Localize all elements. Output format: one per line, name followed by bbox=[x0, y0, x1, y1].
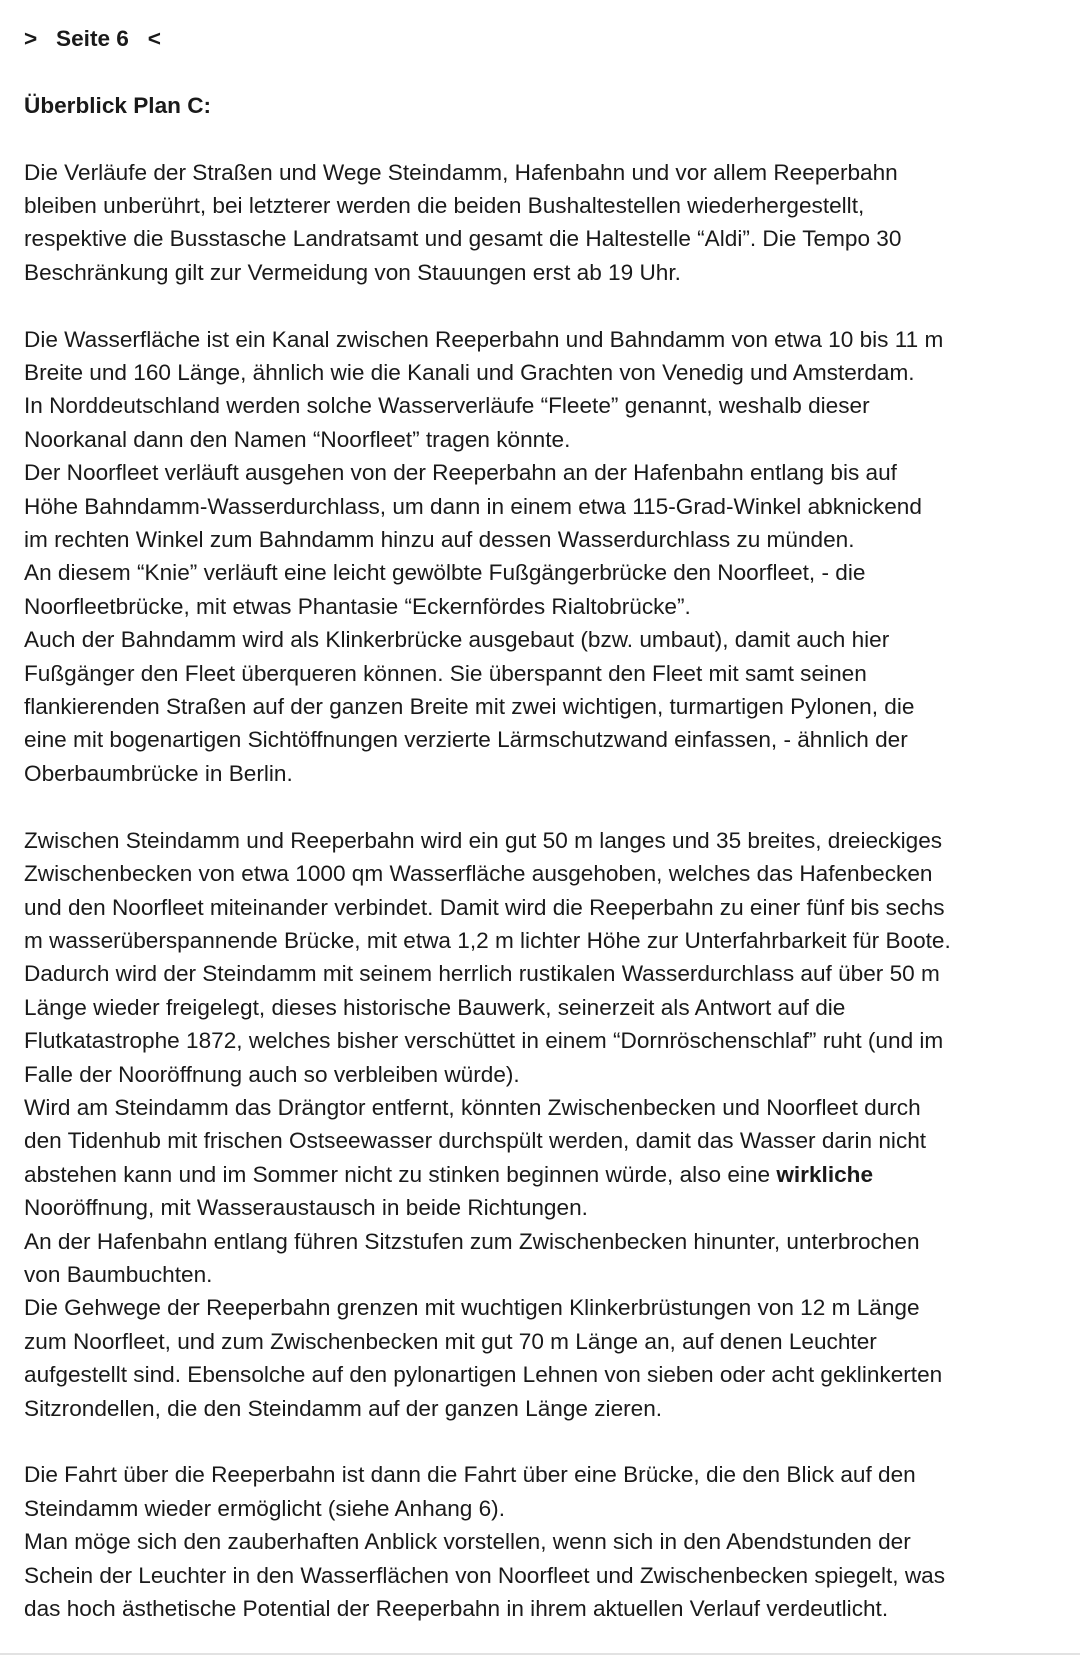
text-line: Der Noorfleet verläuft ausgehen von der Reeperbahn an der Hafenbahn entlang bis auf bbox=[24, 460, 897, 486]
text-line: Die Gehwege der Reeperbahn grenzen mit wuchtigen Klinkerbrüstungen von 12 m Länge bbox=[24, 1295, 920, 1321]
text-line: Die Wasserfläche ist ein Kanal zwischen Reeperbahn und Bahndamm von etwa 10 bis 11 m bbox=[24, 326, 944, 352]
spacer bbox=[24, 790, 1074, 823]
text-line: Noorkanal dann den Namen “Noorfleet” tragen könnte. bbox=[24, 426, 571, 452]
text-line: Länge wieder freigelegt, dieses historische Bauwerk, seinerzeit als Antwort auf die bbox=[24, 994, 846, 1020]
emphasis-text: wirkliche bbox=[776, 1161, 874, 1187]
text-line: m wasserüberspannende Brücke, mit etwa 1,2 m lichter Höhe zur Unterfahrbarkeit für Boote. bbox=[24, 927, 951, 953]
text-line: An diesem “Knie” verläuft eine leicht gewölbte Fußgängerbrücke den Noorfleet, - die bbox=[24, 560, 866, 586]
text-line: In Norddeutschland werden solche Wasserverläufe “Fleete” genannt, weshalb dieser bbox=[24, 393, 870, 419]
text-run: abstehen kann und im Sommer nicht zu stinken beginnen würde, also eine bbox=[24, 1161, 777, 1187]
text-line: von Baumbuchten. bbox=[24, 1261, 213, 1287]
text-line: eine mit bogenartigen Sichtöffnungen verzierte Lärmschutzwand einfassen, - ähnlich der bbox=[24, 727, 908, 753]
text-line: den Tidenhub mit frischen Ostseewasser durchspült werden, damit das Wasser darin nicht bbox=[24, 1128, 927, 1154]
section-heading: Überblick Plan C: bbox=[24, 92, 212, 118]
text-line: Zwischen Steindamm und Reeperbahn wird ein gut 50 m langes und 35 breites, dreieckiges bbox=[24, 827, 943, 853]
text-line: Breite und 160 Länge, ähnlich wie die Kanali und Grachten von Venedig und Amsterdam. bbox=[24, 360, 915, 386]
text-line: Auch der Bahndamm wird als Klinkerbrücke ausgebaut (bzw. umbaut), damit auch hier bbox=[24, 627, 890, 653]
text-line: Sitzrondellen, die den Steindamm auf der ganzen Länge zieren. bbox=[24, 1395, 663, 1421]
text-line: Dadurch wird der Steindamm mit seinem herrlich rustikalen Wasserdurchlass auf über 50 m bbox=[24, 961, 940, 987]
document-page bbox=[24, 22, 1074, 1625]
text-line: Schein der Leuchter in den Wasserflächen von Noorfleet und Zwischenbecken spiegelt, was bbox=[24, 1562, 946, 1588]
spacer bbox=[24, 55, 1074, 88]
body-text bbox=[24, 156, 1074, 1626]
text-line: Flutkatastrophe 1872, welches bisher verschüttet in einem “Dornröschenschlaf” ruht (und im bbox=[24, 1028, 944, 1054]
text-line: Noorfleetbrücke, mit etwas Phantasie “Eckernfördes Rialtobrücke”. bbox=[24, 593, 691, 619]
spacer bbox=[24, 1425, 1074, 1458]
text-line: Fußgänger den Fleet überqueren können. Sie überspannt den Fleet mit samt seinen bbox=[24, 660, 867, 686]
text-line: aufgestellt sind. Ebensolche auf den pylonartigen Lehnen von sieben oder acht geklinkerten bbox=[24, 1362, 943, 1388]
paragraph bbox=[24, 156, 1074, 290]
text-line: Höhe Bahndamm-Wasserdurchlass, um dann in einem etwa 115-Grad-Winkel abknickend bbox=[24, 493, 922, 519]
paragraph bbox=[24, 1458, 1074, 1625]
text-line: Oberbaumbrücke in Berlin. bbox=[24, 760, 293, 786]
text-line: Die Verläufe der Straßen und Wege Steindamm, Hafenbahn und vor allem Reeperbahn bbox=[24, 159, 898, 185]
text-line: Beschränkung gilt zur Vermeidung von Stauungen erst ab 19 Uhr. bbox=[24, 259, 681, 285]
text-line: Zwischenbecken von etwa 1000 qm Wasserfläche ausgehoben, welches das Hafenbecken bbox=[24, 861, 933, 887]
text-line: im rechten Winkel zum Bahndamm hinzu auf dessen Wasserdurchlass zu münden. bbox=[24, 527, 855, 553]
text-line: An der Hafenbahn entlang führen Sitzstufen zum Zwischenbecken hinunter, unterbrochen bbox=[24, 1228, 920, 1254]
text-line: respektive die Busstasche Landratsamt und gesamt die Haltestelle “Aldi”. Die Tempo 30 bbox=[24, 226, 902, 252]
spacer bbox=[24, 122, 1074, 155]
text-line: Nooröffnung, mit Wasseraustausch in beide Richtungen. bbox=[24, 1195, 588, 1221]
text-line: und den Noorfleet miteinander verbindet. Damit wird die Reeperbahn zu einer fünf bis sechs bbox=[24, 894, 945, 920]
text-line: zum Noorfleet, und zum Zwischenbecken mit gut 70 m Länge an, auf denen Leuchter bbox=[24, 1328, 877, 1354]
text-line: Falle der Nooröffnung auch so verbleiben würde). bbox=[24, 1061, 520, 1087]
paragraph bbox=[24, 323, 1074, 791]
text-line: Die Fahrt über die Reeperbahn ist dann die Fahrt über eine Brücke, die den Blick auf den bbox=[24, 1462, 916, 1488]
text-line: flankierenden Straßen auf der ganzen Breite mit zwei wichtigen, turmartigen Pylonen, die bbox=[24, 694, 915, 720]
text-line: das hoch ästhetische Potential der Reeperbahn in ihrem aktuellen Verlauf verdeutlicht. bbox=[24, 1596, 889, 1622]
text-line: bleiben unberührt, bei letzterer werden die beiden Bushaltestellen wiederhergestellt, bbox=[24, 193, 865, 218]
text-line: Steindamm wieder ermöglicht (siehe Anhang 6). bbox=[24, 1495, 505, 1521]
text-line: Man möge sich den zauberhaften Anblick vorstellen, wenn sich in den Abendstunden der bbox=[24, 1529, 911, 1555]
text-line bbox=[24, 1158, 1074, 1191]
spacer bbox=[24, 289, 1074, 322]
page-indicator: > Seite 6 < bbox=[24, 26, 161, 51]
text-line: Wird am Steindamm das Drängtor entfernt, könnten Zwischenbecken und Noorfleet durch bbox=[24, 1094, 921, 1120]
paragraph bbox=[24, 824, 1074, 1425]
